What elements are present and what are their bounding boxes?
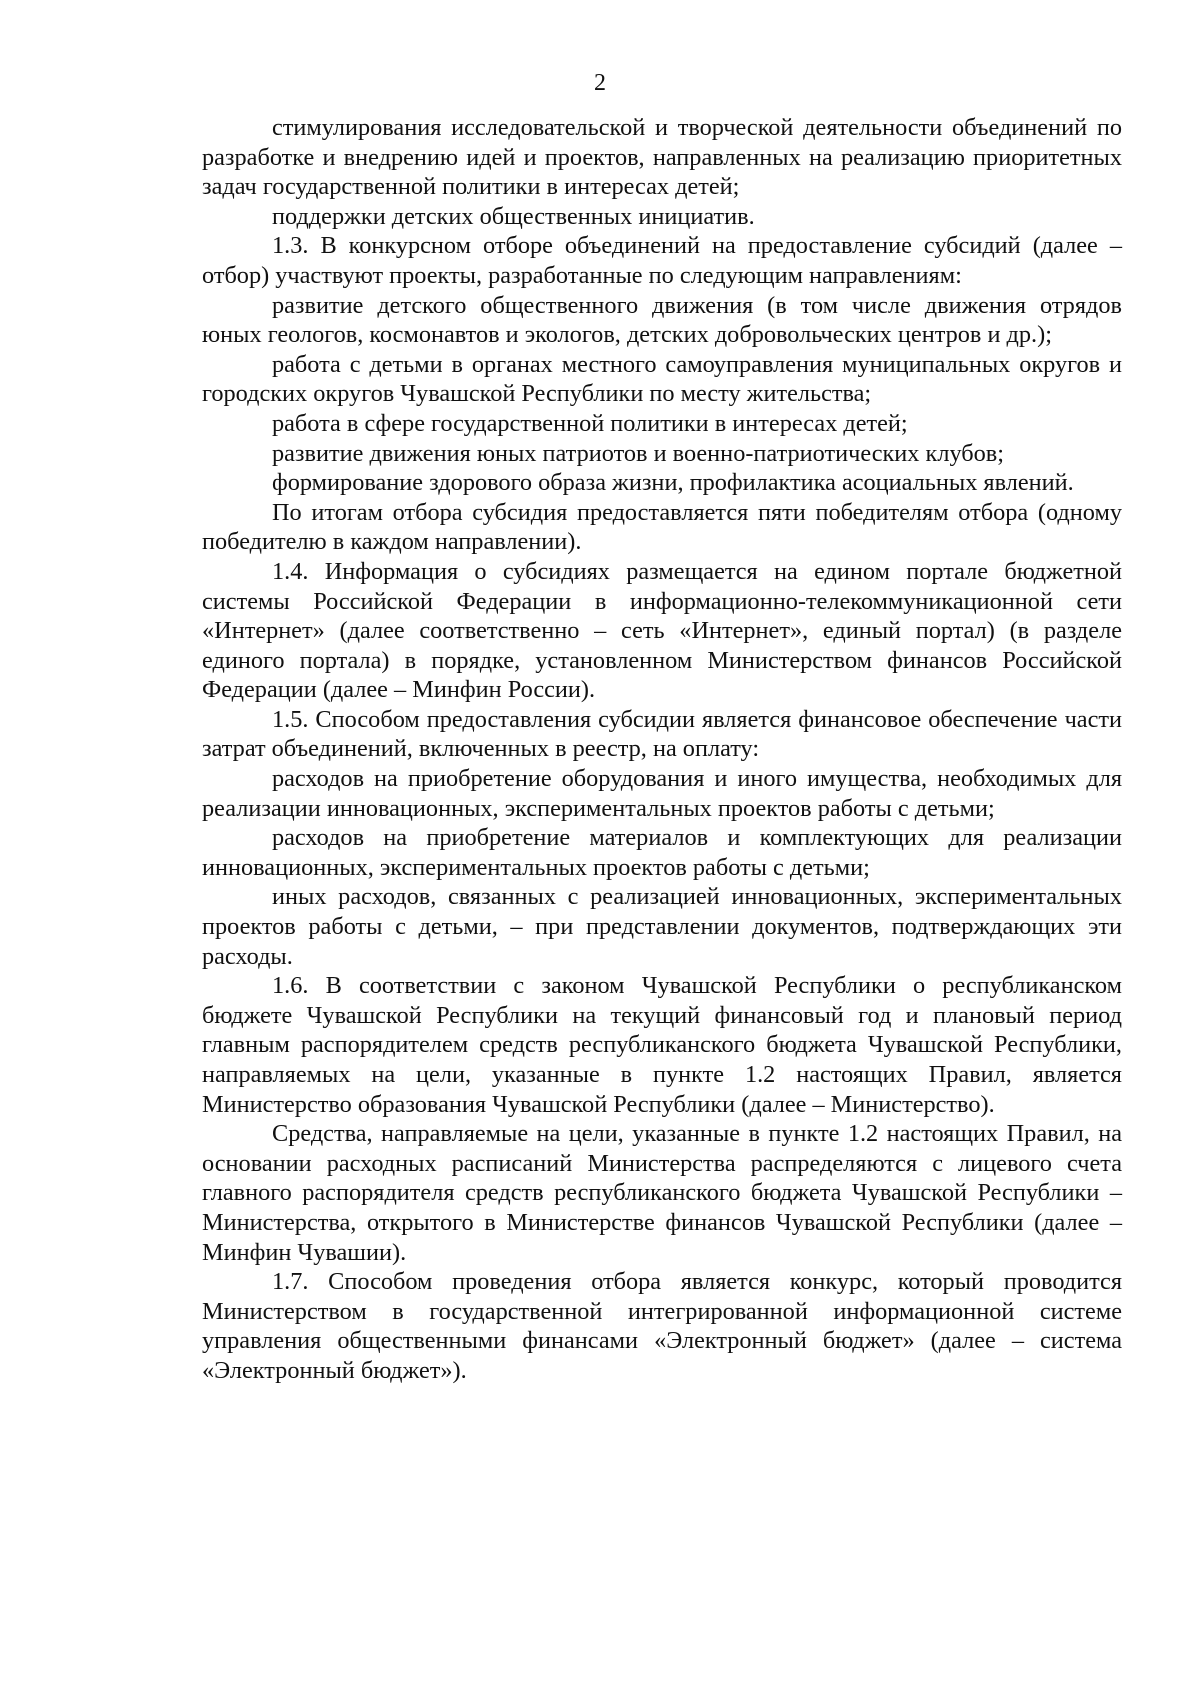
paragraph-direction-healthy-lifestyle: формирование здорового образа жизни, профилактика асоциальных явлений.	[272, 469, 1074, 497]
page-number: 2	[594, 70, 606, 96]
paragraph-1-5: 1.5. Способом предоставления субсидии является финансовое обеспечение части затрат объединений, включенных в реестр, на оплату:	[202, 705, 1122, 763]
paragraph-1-4: 1.4. Информация о субсидиях размещается на едином портале бюджетной системы Российской Федерации в информационно-телекоммуникационной сети «Интернет» (далее соответственно – сеть «Интернет», единый портал) (в разделе единого портала) в порядке, установленном Министерством финансов Российской Федерации (далее – Минфин России).	[202, 557, 1122, 704]
paragraph-expense-materials: расходов на приобретение материалов и комплектующих для реализации инновационных, экспериментальных проектов работы с детьми;	[202, 824, 1122, 881]
paragraph-direction-self-government: работа с детьми в органах местного самоуправления муниципальных округов и городских округов Чувашской Республики по месту жительства;	[202, 350, 1122, 408]
paragraph-winners: По итогам отбора субсидия предоставляется пяти победителям отбора (одному победителю в каждом направлении).	[202, 498, 1122, 556]
document-body	[202, 113, 1122, 1386]
paragraph-1-6: 1.6. В соответствии с законом Чувашской Республики о республиканском бюджете Чувашской Республики на текущий финансовый год и плановый период главным распорядителем средств республиканского бюджета Чувашской Республики, направляемых на цели, указанные в пункте 1.2 настоящих Правил, является Министерство образования Чувашской Республики (далее – Министерство).	[202, 972, 1122, 1118]
paragraph-1-3: 1.3. В конкурсном отборе объединений на предоставление субсидий (далее – отбор) участвуют проекты, разработанные по следующим направлениям:	[202, 232, 1122, 289]
paragraph-stimulation: стимулирования исследовательской и творческой деятельности объединений по разработке и внедрению идей и проектов, направленных на реализацию приоритетных задач государственной политики в интересах детей;	[202, 114, 1122, 201]
paragraph-direction-state-policy: работа в сфере государственной политики в интересах детей;	[272, 409, 908, 437]
paragraph-initiatives: поддержки детских общественных инициатив.	[272, 202, 755, 230]
paragraph-direction-patriots: развитие движения юных патриотов и военно-патриотических клубов;	[272, 439, 1005, 467]
paragraph-expense-equipment: расходов на приобретение оборудования и иного имущества, необходимых для реализации инновационных, экспериментальных проектов работы с детьми;	[202, 765, 1122, 822]
paragraph-direction-movement: развитие детского общественного движения (в том числе движения отрядов юных геологов, космонавтов и экологов, детских добровольческих центров и др.);	[202, 291, 1122, 349]
paragraph-1-7: 1.7. Способом проведения отбора является конкурс, который проводится Министерством в государственной интегрированной информационной системе управления общественными финансами «Электронный бюджет» (далее – система «Электронный бюджет»).	[202, 1268, 1122, 1384]
paragraph-funds-distribution: Средства, направляемые на цели, указанные в пункте 1.2 настоящих Правил, на основании расходных расписаний Министерства распределяются с лицевого счета главного распорядителя средств республиканского бюджета Чувашской Республики – Министерства, открытого в Министерстве финансов Чувашской Республики (далее – Минфин Чувашии).	[202, 1120, 1122, 1266]
paragraph-expense-other: иных расходов, связанных с реализацией инновационных, экспериментальных проектов работы с детьми, – при представлении документов, подтверждающих эти расходы.	[202, 883, 1122, 970]
